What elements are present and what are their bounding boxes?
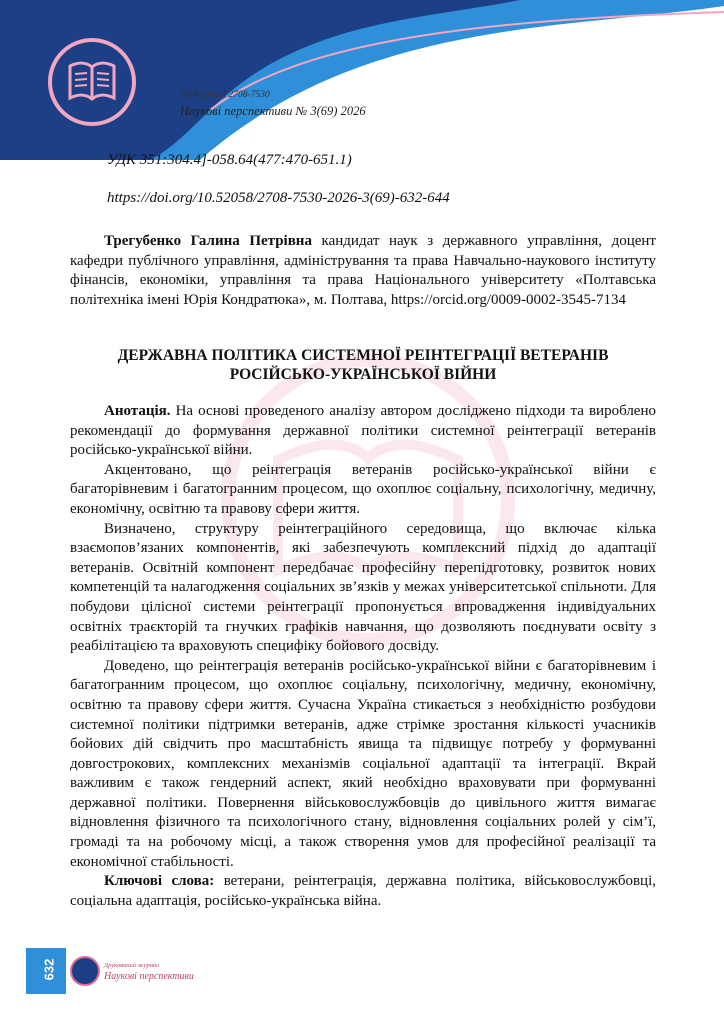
keywords-text: ветерани, реінтеграція, державна політика, військовослужбовці, соціальна адаптація, російсько-українська війна. (70, 873, 656, 909)
open-book-icon (66, 58, 118, 106)
page-number: 632 (41, 958, 57, 981)
article-title: ДЕРЖАВНА ПОЛІТИКА СИСТЕМНОЇ РЕІНТЕГРАЦІЇ ВЕТЕРАНІВ РОСІЙСЬКО-УКРАЇНСЬКОЇ ВІЙНИ (117, 347, 609, 383)
issn-line: ISSN (print) 2708-7530 (180, 90, 270, 100)
journal-issue: Наукові перспективи № 3(69) 2026 (180, 104, 366, 118)
abstract-label: Анотація. (104, 403, 171, 419)
author-bio: кандидат наук з державного управління, доцент кафедри публічного управління, адміністрування та права Навчально-наукового інституту фінансів, економіки, управління та права Національного університету «Полтавська політехніка імені Юрія Кондратюка», м. Полтава, https://orcid.org/0009-0002-3545-7134 (70, 233, 656, 308)
keywords-paragraph (70, 872, 656, 911)
footer-journal-name: Наукові перспективи (104, 971, 194, 982)
abstract-paragraph: Доведено, що реінтеграція ветеранів російсько-української війни є багаторівневим і багатогранним процесом, що охоплює соціальну, психологічну, медичну, економічну, освітню та правову сфери життя. Сучасна Україна стикається з необхідністю розбудови системної політики підтримки ветеранів, адже стрімке зростання кількості учасників бойових дій свідчить про масштабність явища та підвищує потребу у формуванні довгострокових, комплексних механізмів соціальної адаптації та інтеграції. Вкрай важливим є також гендерний аспект, який необхідно враховувати при формуванні державної політики. Повернення військовослужбовців до цивільного життя вимагає відновлення фізичного та психологічного стану, відновлення соціальних ролей у сім’ї, громаді та на робочому місці, а також створення умов для професійної реалізації та економічної стабільності. (70, 657, 656, 870)
abstract-paragraph (70, 402, 656, 461)
keywords-label: Ключові слова: (104, 873, 215, 890)
abstract-paragraph: Акцентовано, що реінтеграція ветеранів російсько-української війни є багаторівневим і багатогранним процесом, що охоплює соціальну, психологічну, медичну, економічну, освітню та правову сфери життя. (70, 461, 656, 517)
footer-journal-logo (70, 956, 100, 986)
journal-logo (48, 38, 136, 126)
abstract-text-1: На основі проведеного аналізу автором досліджено підходи та вироблено рекомендації до формування державної політики системної реінтеграції ветеранів російсько-української війни. (70, 403, 656, 459)
footer-journal-type: Друкований журнал (104, 962, 160, 969)
abstract-paragraph: Визначено, структуру реінтеграційного середовища, що включає кілька взаємопов’язаних компонентів, які забезпечують комплексний підхід до адаптації ветеранів. Освітній компонент передбачає професійну перепідготовку, розвиток нових компетенцій та налагодження соціальних зв’язків у межах університетської спільноти. Для побудови цілісної системи реінтеграції пропонується впровадження індивідуальних освітніх траєкторій та гнучких графіків навчання, що дозволяють поєднувати освіту з реабілітацією та враховують специфіку бойового досвіду. (70, 520, 656, 655)
abstract-section (70, 402, 656, 911)
author-name: Трегубенко Галина Петрівна (104, 233, 312, 249)
author-info (70, 232, 656, 310)
udc-code: УДК 351:304.4]-058.64(477:470-651.1) (107, 152, 352, 168)
doi-link[interactable]: https://doi.org/10.52058/2708-7530-2026-3(69)-632-644 (107, 190, 450, 206)
